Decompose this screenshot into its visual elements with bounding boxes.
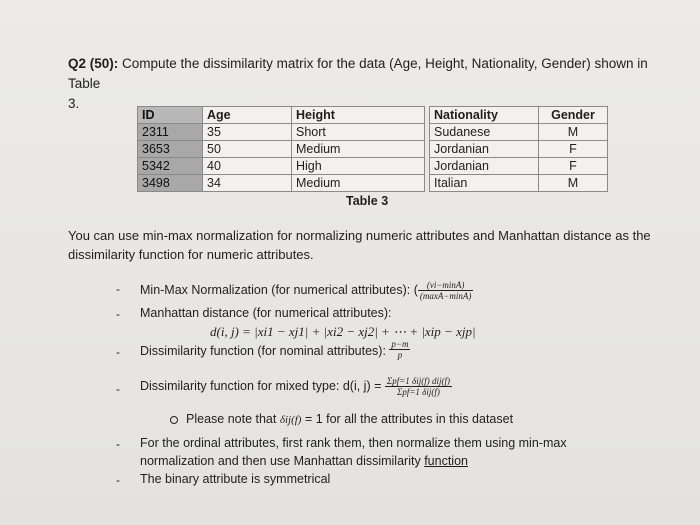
mixed-denominator: Σpf=1 δij(f) bbox=[397, 387, 440, 397]
ordinal-function-link[interactable]: function bbox=[424, 454, 468, 468]
instructions-paragraph bbox=[68, 226, 658, 264]
cell-gender: F bbox=[539, 158, 608, 175]
bullet-dash: - bbox=[116, 282, 120, 296]
mixed-line bbox=[140, 376, 452, 397]
table-caption: Table 3 bbox=[346, 194, 389, 208]
header-gender: Gender bbox=[539, 107, 608, 124]
cell-age: 35 bbox=[203, 124, 292, 141]
table-row bbox=[138, 124, 608, 141]
table-row bbox=[138, 158, 608, 175]
ordinal-line1: For the ordinal attributes, first rank them, then normalize them using min-max bbox=[140, 436, 567, 450]
note-post: = 1 for all the attributes in this dataset bbox=[304, 412, 514, 426]
mixed-numerator: Σpf=1 δij(f) dij(f) bbox=[386, 376, 450, 386]
cell-nationality: Jordanian bbox=[430, 158, 539, 175]
question-text-line2: 3. bbox=[68, 96, 80, 111]
question-heading bbox=[68, 54, 668, 114]
minmax-line bbox=[140, 280, 473, 301]
minmax-label: Min-Max Normalization (for numerical attributes): ( bbox=[140, 282, 418, 297]
binary-line: The binary attribute is symmetrical bbox=[140, 472, 331, 486]
bullet-dash: - bbox=[116, 345, 120, 359]
cell-age: 34 bbox=[203, 175, 292, 192]
table-row bbox=[138, 175, 608, 192]
cell-nationality: Sudanese bbox=[430, 124, 539, 141]
cell-id: 3498 bbox=[138, 175, 203, 192]
cell-nationality: Jordanian bbox=[430, 141, 539, 158]
bullet-dash: - bbox=[116, 307, 120, 321]
mixed-label: Dissimilarity function for mixed type: d(i, j) = bbox=[140, 378, 382, 393]
manhattan-formula: d(i, j) = |xi1 − xj1| + |xi2 − xj2| + ⋯ + |xip − xjp| bbox=[210, 324, 476, 339]
manhattan-label: Manhattan distance (for numerical attributes): bbox=[140, 306, 392, 320]
cell-gender: F bbox=[539, 141, 608, 158]
minmax-denominator: (maxA−minA) bbox=[419, 291, 472, 301]
nominal-numerator: p−m bbox=[391, 339, 409, 350]
ordinal-line2-text: normalization and then use Manhattan dissimilarity bbox=[140, 454, 421, 468]
table-header-row bbox=[138, 107, 608, 124]
bullet-dash: - bbox=[116, 437, 120, 451]
question-label: Q2 (50): bbox=[68, 56, 119, 71]
bullet-dash: - bbox=[116, 382, 120, 396]
note-line bbox=[186, 411, 513, 428]
minmax-numerator: (vi−minA) bbox=[418, 280, 474, 291]
bullet-dash: - bbox=[116, 473, 120, 487]
cell-age: 50 bbox=[203, 141, 292, 158]
minmax-fraction bbox=[418, 280, 474, 301]
cell-gender: M bbox=[539, 175, 608, 192]
circle-bullet-icon bbox=[170, 416, 178, 424]
header-height: Height bbox=[292, 107, 425, 124]
header-age: Age bbox=[203, 107, 292, 124]
note-delta: δij(f) bbox=[279, 414, 302, 426]
note-pre: Please note that bbox=[186, 412, 277, 426]
cell-id: 5342 bbox=[138, 158, 203, 175]
nominal-fraction bbox=[389, 339, 410, 360]
header-id: ID bbox=[138, 107, 203, 124]
cell-age: 40 bbox=[203, 158, 292, 175]
cell-height: High bbox=[292, 158, 425, 175]
nominal-label: Dissimilarity function (for nominal attributes): bbox=[140, 344, 386, 358]
cell-id: 2311 bbox=[138, 124, 203, 141]
cell-id: 3653 bbox=[138, 141, 203, 158]
nominal-denominator: p bbox=[397, 350, 403, 361]
cell-height: Medium bbox=[292, 141, 425, 158]
cell-height: Medium bbox=[292, 175, 425, 192]
table-row bbox=[138, 141, 608, 158]
cell-gender: M bbox=[539, 124, 608, 141]
nominal-line bbox=[140, 339, 410, 361]
paragraph-line2: dissimilarity function for numeric attributes. bbox=[68, 247, 314, 262]
cell-height: Short bbox=[292, 124, 425, 141]
ordinal-line2 bbox=[140, 453, 468, 469]
mixed-fraction bbox=[385, 376, 452, 397]
question-text: Compute the dissimilarity matrix for the data (Age, Height, Nationality, Gender) shown in Table bbox=[68, 56, 648, 91]
cell-nationality: Italian bbox=[430, 175, 539, 192]
paragraph-line1: You can use min-max normalization for normalizing numeric attributes and Manhattan distance as the bbox=[68, 228, 651, 243]
header-nationality: Nationality bbox=[430, 107, 539, 124]
data-table bbox=[137, 106, 608, 192]
